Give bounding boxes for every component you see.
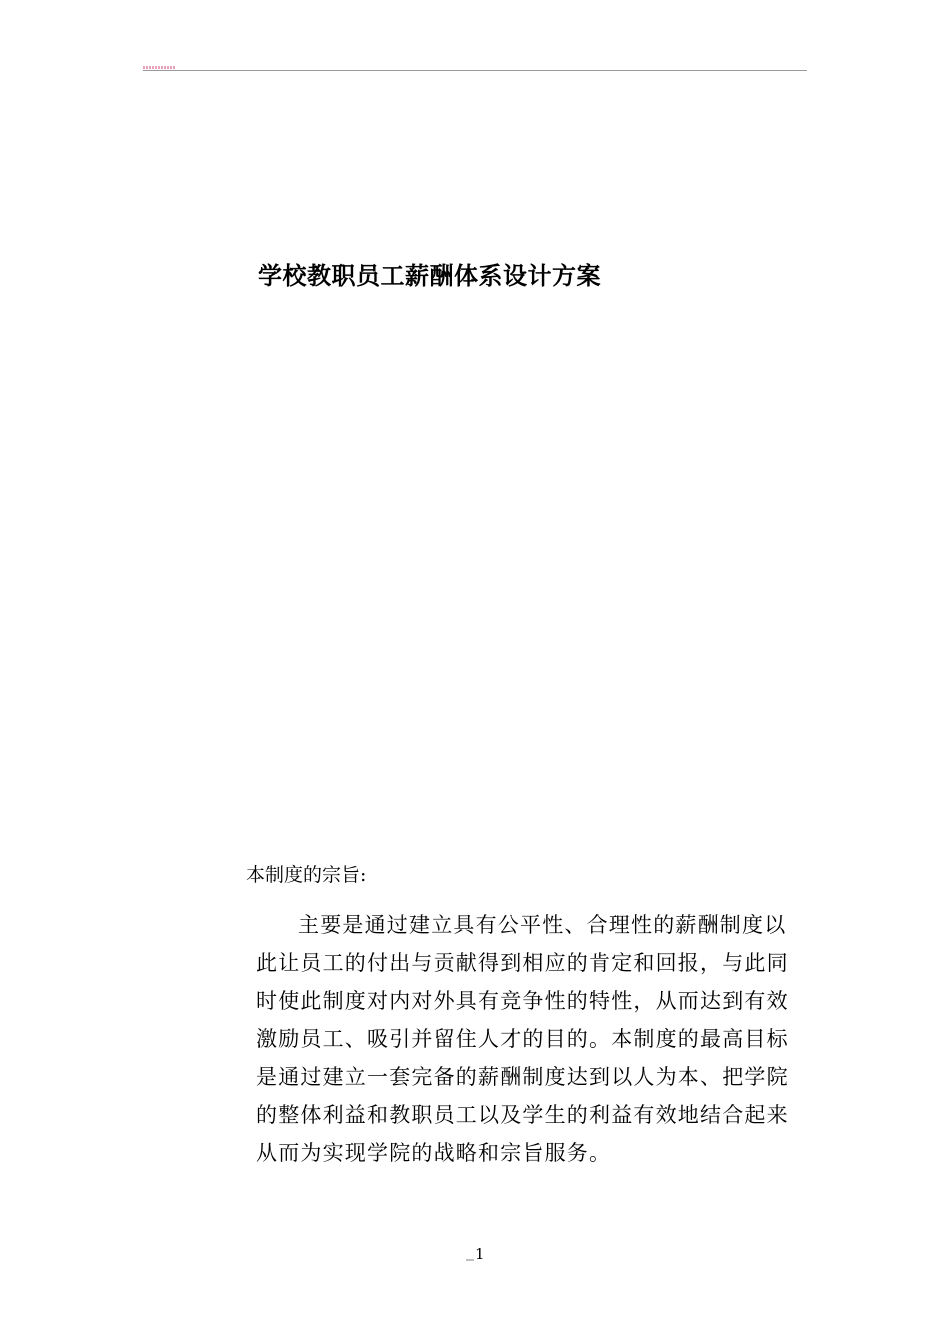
paragraph-line: 的整体利益和教职员工以及学生的利益有效地结合起来 bbox=[256, 1103, 789, 1127]
paragraph-line: 是通过建立一套完备的薪酬制度达到以人为本、把学院 bbox=[256, 1065, 789, 1089]
footer-mark bbox=[466, 1259, 474, 1261]
header-mark bbox=[143, 66, 175, 69]
document-title: 学校教职员工薪酬体系设计方案 bbox=[258, 261, 601, 290]
paragraph-line: 激励员工、吸引并留住人才的目的。本制度的最高目标 bbox=[256, 1027, 789, 1051]
paragraph-line: 从而为实现学院的战略和宗旨服务。 bbox=[256, 1141, 612, 1165]
header-rule bbox=[143, 70, 807, 71]
paragraph-line: 时使此制度对内对外具有竞争性的特性，从而达到有效 bbox=[256, 989, 789, 1013]
paragraph-line: 主要是通过建立具有公平性、合理性的薪酬制度以 bbox=[298, 913, 787, 937]
page-number: 1 bbox=[475, 1245, 485, 1263]
paragraph-line: 此让员工的付出与贡献得到相应的肯定和回报，与此同 bbox=[256, 951, 789, 975]
purpose-paragraph bbox=[256, 906, 812, 1172]
section-heading: 本制度的宗旨: bbox=[246, 864, 367, 886]
